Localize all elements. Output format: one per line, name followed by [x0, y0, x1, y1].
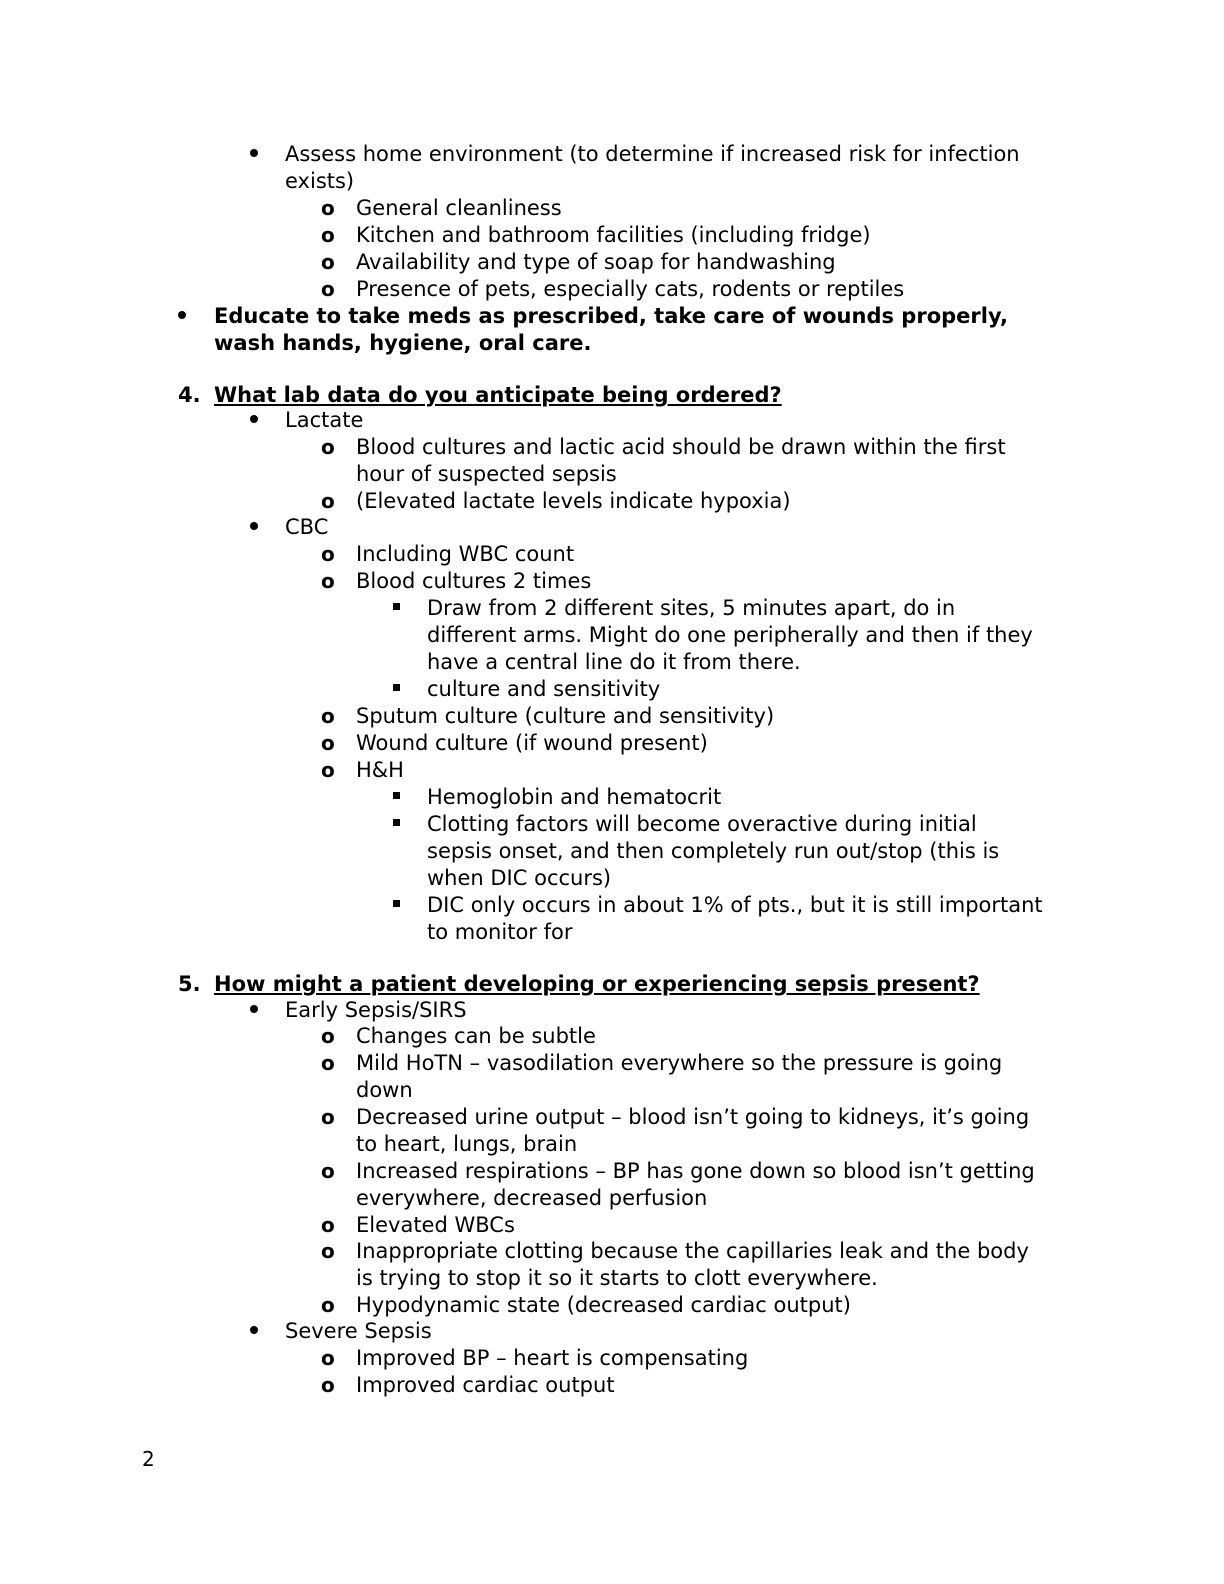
list-item-text: have a central line do it from there.: [427, 650, 801, 674]
list-item-text: Kitchen and bathroom facilities (including fridge): [356, 223, 871, 247]
bullet-icon: [250, 141, 258, 168]
list-item-text: Presence of pets, especially cats, rodents or reptiles: [356, 277, 905, 301]
list-item-text: culture and sensitivity: [427, 677, 661, 701]
list-item-text: Blood cultures and lactic acid should be drawn within the first: [356, 435, 1006, 459]
list-number: 4.: [178, 383, 201, 407]
list-item-text: Increased respirations – BP has gone down so blood isn’t getting: [356, 1159, 1035, 1183]
list-item-text: Hemoglobin and hematocrit: [427, 785, 722, 809]
bullet-icon: [250, 514, 258, 541]
circle-bullet-icon: o: [321, 731, 335, 755]
list-item-text: Blood cultures 2 times: [356, 569, 592, 593]
circle-bullet-icon: o: [321, 542, 335, 566]
list-number: 5.: [178, 972, 201, 996]
list-item-text: Assess home environment (to determine if increased risk for infection: [285, 142, 1020, 166]
list-item-text: Lactate: [285, 408, 364, 432]
circle-bullet-icon: o: [321, 489, 335, 513]
circle-bullet-icon: o: [321, 704, 335, 728]
circle-bullet-icon: o: [321, 758, 335, 782]
list-item-text: Decreased urine output – blood isn’t going to kidneys, it’s going: [356, 1105, 1030, 1129]
list-item-text: Severe Sepsis: [285, 1319, 432, 1343]
list-item-text: Improved BP – heart is compensating: [356, 1346, 749, 1370]
circle-bullet-icon: o: [321, 1346, 335, 1370]
list-item-text: when DIC occurs): [427, 866, 612, 890]
list-item-text: Sputum culture (culture and sensitivity): [356, 704, 775, 728]
circle-bullet-icon: o: [321, 1159, 335, 1183]
square-bullet-icon: [393, 676, 400, 703]
bullet-icon: [250, 1318, 258, 1345]
list-item-text: to heart, lungs, brain: [356, 1132, 578, 1156]
list-item-text: Availability and type of soap for handwashing: [356, 250, 836, 274]
list-item-text: Improved cardiac output: [356, 1373, 615, 1397]
circle-bullet-icon: o: [321, 277, 335, 301]
list-item-text: Mild HoTN – vasodilation everywhere so the pressure is going: [356, 1051, 1003, 1075]
list-item-text: Early Sepsis/SIRS: [285, 998, 467, 1022]
list-item-text: General cleanliness: [356, 196, 562, 220]
list-item-text: down: [356, 1078, 413, 1102]
list-item-text: DIC only occurs in about 1% of pts., but it is still important: [427, 893, 1043, 917]
list-item-text: everywhere, decreased perfusion: [356, 1186, 708, 1210]
list-item-text: exists): [285, 169, 355, 193]
list-item-text: Draw from 2 different sites, 5 minutes apart, do in: [427, 596, 956, 620]
circle-bullet-icon: o: [321, 250, 335, 274]
circle-bullet-icon: o: [321, 1239, 335, 1263]
square-bullet-icon: [393, 595, 400, 622]
list-item-text: Inappropriate clotting because the capillaries leak and the body: [356, 1239, 1029, 1263]
circle-bullet-icon: o: [321, 223, 335, 247]
circle-bullet-icon: o: [321, 1024, 335, 1048]
list-item-text: Clotting factors will become overactive during initial: [427, 812, 977, 836]
square-bullet-icon: [393, 892, 400, 919]
square-bullet-icon: [393, 811, 400, 838]
section-heading: What lab data do you anticipate being ordered?: [214, 383, 782, 407]
circle-bullet-icon: o: [321, 435, 335, 459]
square-bullet-icon: [393, 784, 400, 811]
section-heading: How might a patient developing or experiencing sepsis present?: [214, 972, 980, 996]
circle-bullet-icon: o: [321, 196, 335, 220]
circle-bullet-icon: o: [321, 1213, 335, 1237]
list-item-text: sepsis onset, and then completely run out/stop (this is: [427, 839, 1000, 863]
bullet-icon: [250, 997, 258, 1024]
circle-bullet-icon: o: [321, 1373, 335, 1397]
circle-bullet-icon: o: [321, 569, 335, 593]
list-item-text: Educate to take meds as prescribed, take care of wounds properly,: [214, 304, 1008, 328]
list-item-text: Wound culture (if wound present): [356, 731, 708, 755]
list-item-text: different arms. Might do one peripherally and then if they: [427, 623, 1033, 647]
list-item-text: hour of suspected sepsis: [356, 462, 617, 486]
list-item-text: wash hands, hygiene, oral care.: [214, 331, 592, 355]
list-item-text: to monitor for: [427, 920, 573, 944]
list-item-text: (Elevated lactate levels indicate hypoxia): [356, 489, 791, 513]
list-item-text: Hypodynamic state (decreased cardiac output): [356, 1293, 851, 1317]
list-item-text: H&H: [356, 758, 404, 782]
list-item-text: Changes can be subtle: [356, 1024, 596, 1048]
page-number: 2: [142, 1447, 155, 1471]
circle-bullet-icon: o: [321, 1051, 335, 1075]
list-item-text: is trying to stop it so it starts to clott everywhere.: [356, 1266, 878, 1290]
list-item-text: Including WBC count: [356, 542, 575, 566]
list-item-text: CBC: [285, 515, 329, 539]
list-item-text: Elevated WBCs: [356, 1213, 515, 1237]
bullet-icon: [250, 407, 258, 434]
bullet-icon: [178, 303, 186, 330]
circle-bullet-icon: o: [321, 1293, 335, 1317]
circle-bullet-icon: o: [321, 1105, 335, 1129]
